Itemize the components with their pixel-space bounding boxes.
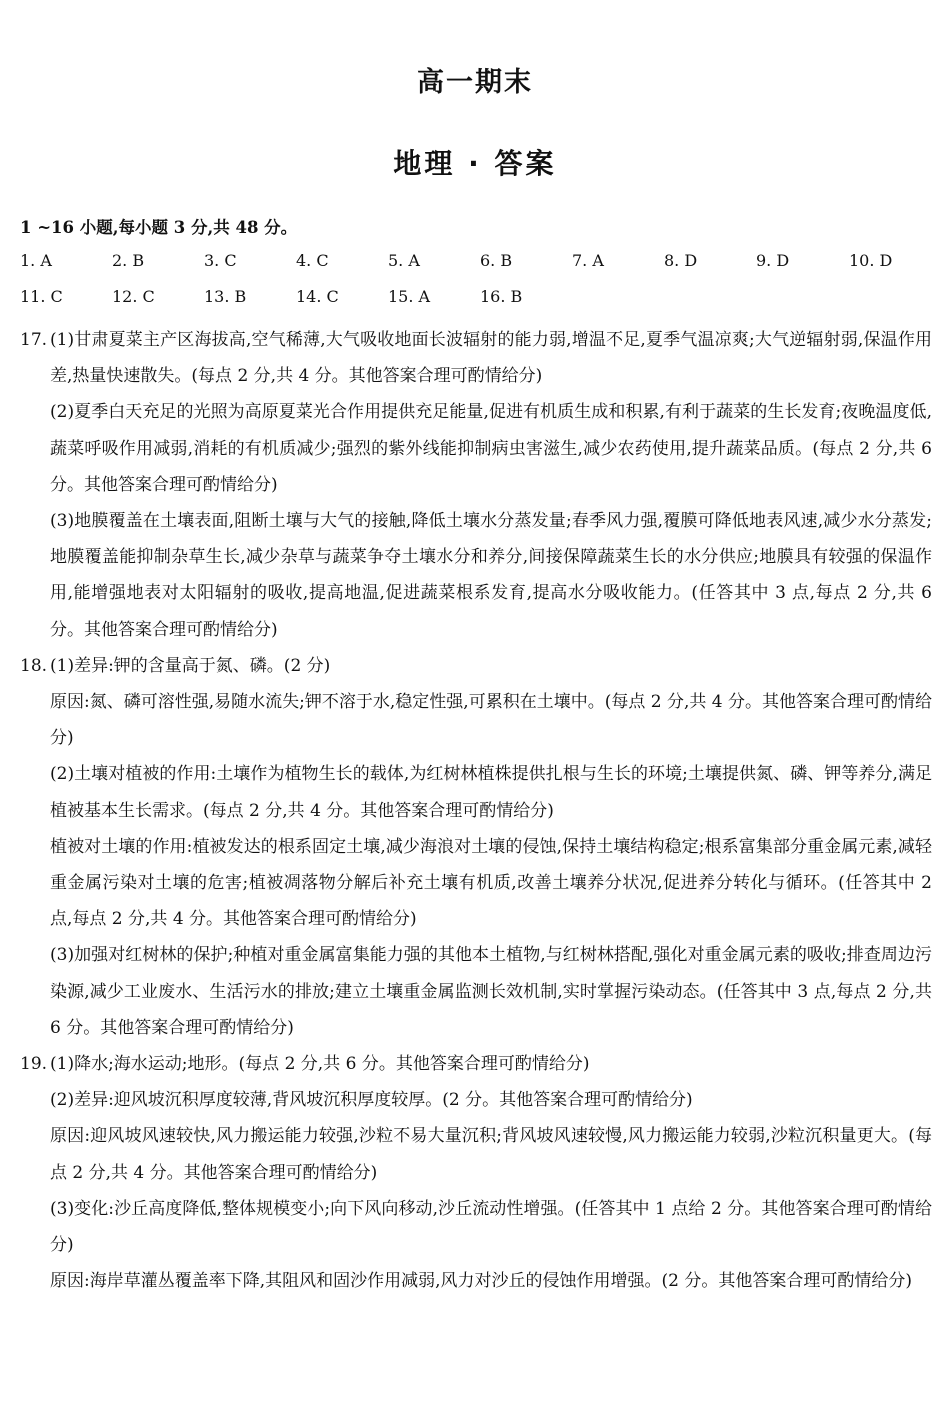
question-19 — [20, 1046, 932, 1299]
answer-item: 14. C — [296, 287, 339, 306]
answer-item: 15. A — [388, 287, 431, 306]
answer-item: 6. B — [480, 251, 513, 270]
question-18 — [20, 648, 932, 1046]
answer-item: 10. D — [849, 251, 893, 270]
q17-part-3: (3)地膜覆盖在土壤表面,阻断土壤与大气的接触,降低土壤水分蒸发量;春季风力强,覆膜可降低地表风速,减少水分蒸发;地膜覆盖能抑制杂草生长,减少杂草与蔬菜争夺土壤水分和养分,间接保障蔬菜生长的水分供应;地膜具有较强的保温作用,能增强地表对太阳辐射的吸收,提高地温,促进蔬菜根系发育,提高水分吸收能力。(任答其中 3 点,每点 2 分,共 6 分。其他答案合理可酌情给分) — [50, 511, 932, 640]
q19-part-3-reason: 原因:海岸草灌丛覆盖率下降,其阻风和固沙作用减弱,风力对沙丘的侵蚀作用增强。(2 分。其他答案合理可酌情给分) — [50, 1271, 913, 1292]
answer-item: 9. D — [756, 251, 790, 270]
subject-title: 地理 · 答案 — [393, 147, 557, 180]
q19-part-3-change: (3)变化:沙丘高度降低,整体规模变小;向下风向移动,沙丘流动性增强。(任答其中 1 点给 2 分。其他答案合理可酌情给分) — [50, 1198, 932, 1256]
answer-item: 2. B — [112, 251, 145, 270]
q19-part-1: (1)降水;海水运动;地形。(每点 2 分,共 6 分。其他答案合理可酌情给分) — [50, 1054, 590, 1075]
answer-item: 5. A — [388, 251, 420, 270]
q17-part-1: (1)甘肃夏菜主产区海拔高,空气稀薄,大气吸收地面长波辐射的能力弱,增温不足,夏季气温凉爽;大气逆辐射弱,保温作用差,热量快速散失。(每点 2 分,共 4 分。其他答案合理可酌情给分) — [50, 330, 932, 387]
answer-item: 12. C — [112, 287, 155, 306]
question-number: 19. — [20, 1054, 48, 1075]
q18-part-3: (3)加强对红树林的保护;种植对重金属富集能力强的其他本土植物,与红树林搭配,强化对重金属元素的吸收;排查周边污染源,减少工业废水、生活污水的排放;建立土壤重金属监测长效机制,实时掌握污染动态。(任答其中 3 点,每点 2 分,共 6 分。其他答案合理可酌情给分) — [50, 945, 932, 1038]
answer-item: 4. C — [296, 251, 329, 270]
question-17 — [20, 322, 932, 648]
question-number: 17. — [20, 330, 48, 350]
q17-part-2: (2)夏季白天充足的光照为高原夏菜光合作用提供充足能量,促进有机质生成和积累,有利于蔬菜的生长发育;夜晚温度低,蔬菜呼吸作用减弱,消耗的有机质减少;强烈的紫外线能抑制病虫害滋生,减少农药使用,提升蔬菜品质。(每点 2 分,共 6 分。其他答案合理可酌情给分) — [50, 402, 932, 495]
free-response-answers — [20, 322, 932, 1299]
q18-part-2-soil-effect: (2)土壤对植被的作用:土壤作为植物生长的载体,为红树林植株提供扎根与生长的环境;土壤提供氮、磷、钾等养分,满足植被基本生长需求。(每点 2 分,共 4 分。其他答案合理可酌情给分) — [50, 764, 932, 821]
answer-item: 11. C — [20, 287, 63, 306]
exam-title: 高一期末 — [417, 67, 533, 98]
answer-item: 1. A — [20, 251, 52, 270]
q18-part-1-difference: (1)差异:钾的含量高于氮、磷。(2 分) — [50, 655, 331, 676]
answer-item: 7. A — [572, 251, 604, 270]
q19-part-2-difference: (2)差异:迎风坡沉积厚度较薄,背风坡沉积厚度较厚。(2 分。其他答案合理可酌情给分) — [50, 1090, 693, 1111]
multiple-choice-instructions: 1 ~16 小题,每小题 3 分,共 48 分。 — [20, 218, 298, 237]
answer-item: 16. B — [480, 287, 523, 306]
q19-part-2-reason: 原因:迎风坡风速较快,风力搬运能力较强,沙粒不易大量沉积;背风坡风速较慢,风力搬运能力较弱,沙粒沉积量更大。(每点 2 分,共 4 分。其他答案合理可酌情给分) — [50, 1126, 932, 1183]
q18-part-1-reason: 原因:氮、磷可溶性强,易随水流失;钾不溶于水,稳定性强,可累积在土壤中。(每点 2 分,共 4 分。其他答案合理可酌情给分) — [50, 692, 932, 749]
answer-item: 8. D — [664, 251, 698, 270]
question-number: 18. — [20, 655, 48, 676]
answer-item: 3. C — [204, 251, 237, 270]
q18-part-2-vegetation-effect: 植被对土壤的作用:植被发达的根系固定土壤,减少海浪对土壤的侵蚀,保持土壤结构稳定;根系富集部分重金属元素,减轻重金属污染对土壤的危害;植被凋落物分解后补充土壤有机质,改善土壤养分状况,促进养分转化与循环。(任答其中 2 点,每点 2 分,共 4 分。其他答案合理可酌情给分) — [50, 836, 932, 930]
answer-item: 13. B — [204, 287, 247, 306]
